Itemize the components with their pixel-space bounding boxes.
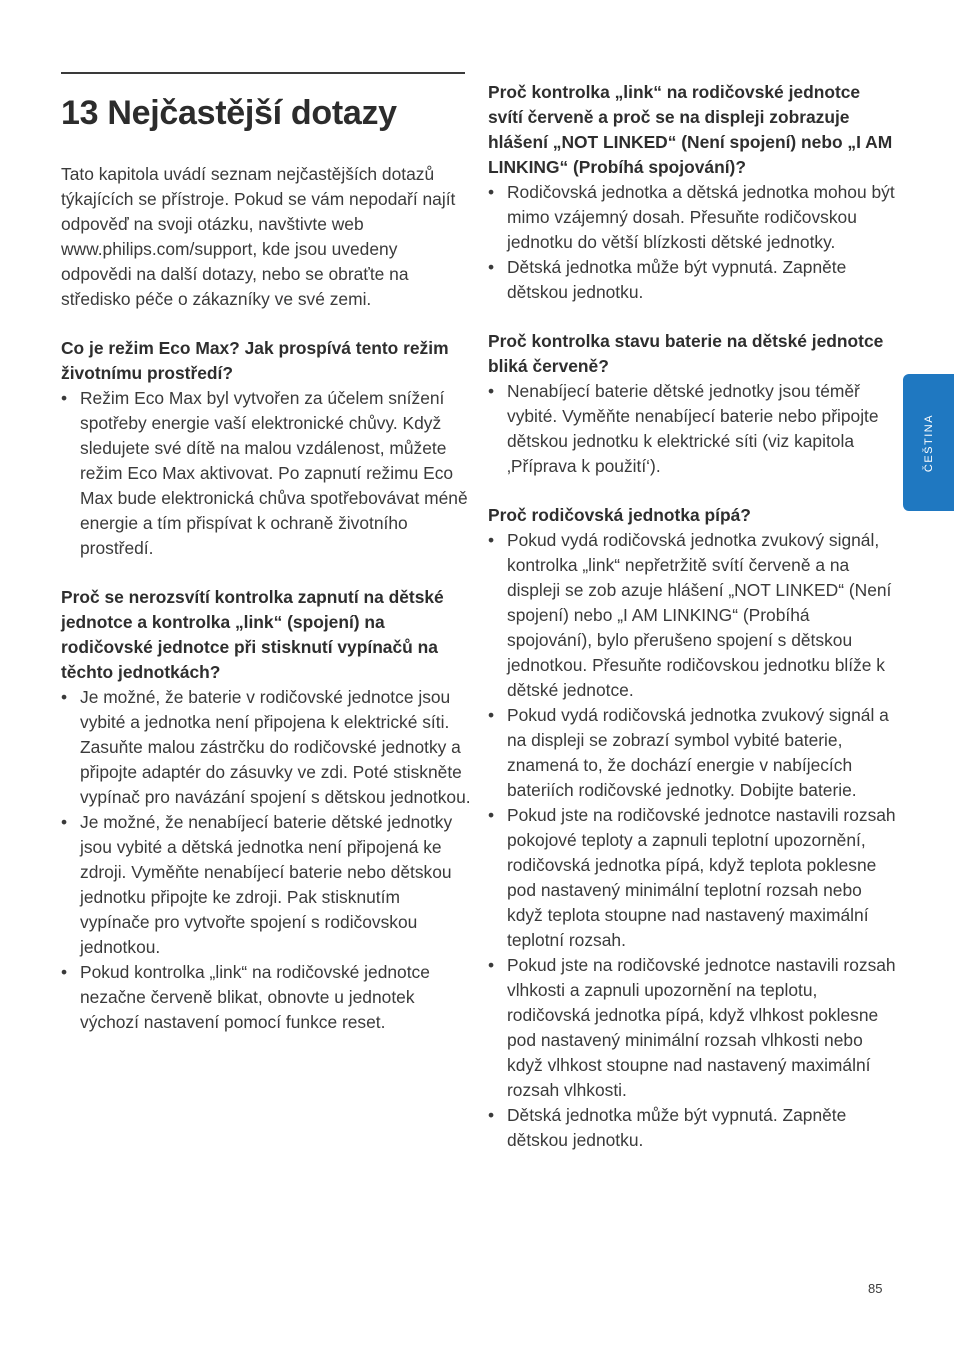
title-rule [61,72,465,74]
page-title: 13 Nejčastější dotazy [61,94,397,132]
language-tab-label: ČEŠTINA [922,413,935,472]
faq-answer-item: • Rodičovská jednotka a dětská jednotka mohou být mimo vzájemný dosah. Přesuňte rodičovskou jednotku do větší blízkosti dětské jednotky. [488,180,898,255]
page-number: 85 [868,1281,883,1296]
faq-question: Proč kontrolka stavu baterie na dětské jednotce bliká červeně? [488,331,884,376]
intro-paragraph: Tato kapitola uvádí seznam nejčastějších dotazů týkajících se přístroje. Pokud se vám nepodaří najít odpověď na svoji otázku, navštivte web www.philips.com/support, kde jsou uvedeny odpovědi na další dotazy, nebo se obraťte na středisko péče o zákazníky ve své zemi. [61,164,456,309]
faq-question: Proč se nerozsvítí kontrolka zapnutí na dětské jednotce a kontrolka „link“ (spojení) na rodičovské jednotce při stisknutí vypínačů na těchto jednotkách? [61,587,444,682]
faq-answer-item: • Pokud jste na rodičovské jednotce nastavili rozsah vlhkosti a zapnuli upozornění na teplotu, rodičovská jednotka pípá, když vlhkost poklesne pod nastavený minimální rozsah vlhkosti nebo když vlhkost stoupne nad nastavený maximální rozsah vlhkosti. [488,953,898,1103]
faq-answer-list [61,386,471,561]
faq-question: Proč kontrolka „link“ na rodičovské jednotce svítí červeně a proč se na displeji zobrazuje hlášení „NOT LINKED“ (Není spojení) nebo „I AM LINKING“ (Probíhá spojování)? [488,82,893,177]
faq-question: Co je režim Eco Max? Jak prospívá tento režim životnímu prostředí? [61,338,449,383]
right-column [488,80,898,1177]
faq-answer-list [488,180,898,305]
faq-answer-item: • Je možné, že baterie v rodičovské jednotce jsou vybité a jednotka není připojena k elektrické síti. Zasuňte malou zástrčku do rodičovské jednotky a připojte adaptér do zásuvky ve zdi. Poté stiskněte vypínač pro navázání spojení s dětskou jednotkou. [61,685,471,810]
faq-answer-item: • Režim Eco Max byl vytvořen za účelem snížení spotřeby energie vaší elektronické chůvy. Když sledujete své dítě na malou vzdálenost, můžete režim Eco Max aktivovat. Po zapnutí režimu Eco Max bude elektronická chůva spotřebovávat méně energie a tím přispívat k ochraně životního prostředí. [61,386,471,561]
faq-answer-item: • Dětská jednotka může být vypnutá. Zapněte dětskou jednotku. [488,255,898,305]
faq-answer-item: • Pokud jste na rodičovské jednotce nastavili rozsah pokojové teploty a zapnuli teplotní upozornění, rodičovská jednotka pípá, když teplota poklesne pod nastavený minimální teplotní rozsah nebo když teplota stoupne nad nastavený maximální teplotní rozsah. [488,803,898,953]
faq-answer-item: • Dětská jednotka může být vypnutá. Zapněte dětskou jednotku. [488,1103,898,1153]
faq-answer-list [488,528,898,1153]
faq-answer-list [488,379,898,479]
language-tab [903,374,954,511]
faq-question: Proč rodičovská jednotka pípá? [488,505,751,525]
left-column [61,92,471,1059]
faq-answer-item: • Nenabíjecí baterie dětské jednotky jsou téměř vybité. Vyměňte nenabíjecí baterie nebo připojte dětskou jednotku k elektrické síti (viz kapitola ‚Příprava k použití‘). [488,379,898,479]
faq-answer-item: • Je možné, že nenabíjecí baterie dětské jednotky jsou vybité a dětská jednotka není připojená ke zdroji. Vyměňte nenabíjecí baterie nebo dětskou jednotku připojte ke zdroji. Pak stisknutím vypínače pro vytvořte spojení s rodičovskou jednotkou. [61,810,471,960]
faq-answer-item: • Pokud vydá rodičovská jednotka zvukový signál, kontrolka „link“ nepřetržitě svítí červeně a na displeji se zob azuje hlášení „NOT LINKED“ (Není spojení) nebo „I AM LINKING“ (Probíhá spojování), bylo přerušeno spojení s dětskou jednotkou. Přesuňte rodičovskou jednotku blíže k dětské jednotce. [488,528,898,703]
faq-answer-item: • Pokud kontrolka „link“ na rodičovské jednotce nezačne červeně blikat, obnovte u jednotek výchozí nastavení pomocí funkce reset. [61,960,471,1035]
faq-answer-list [61,685,471,1035]
faq-answer-item: • Pokud vydá rodičovská jednotka zvukový signál a na displeji se zobrazí symbol vybité baterie, znamená to, že dochází energie v nabíjecích bateriích rodičovské jednotky. Dobijte baterie. [488,703,898,803]
